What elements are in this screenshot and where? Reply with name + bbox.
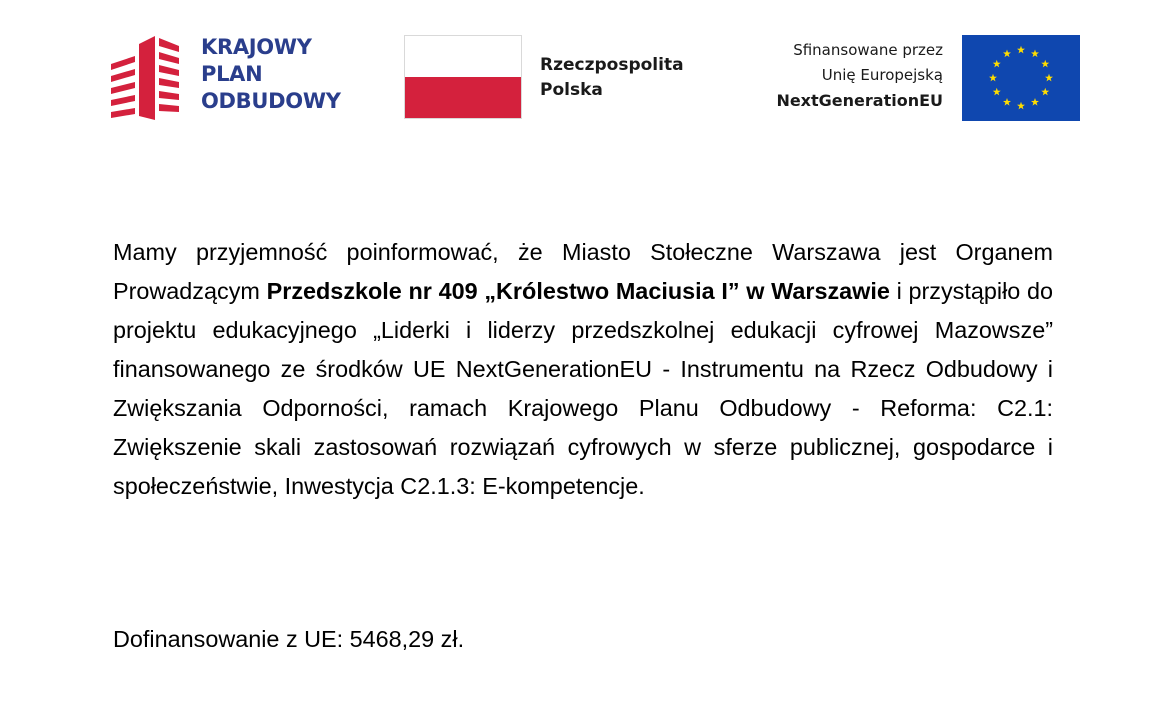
eu-flag-icon	[962, 35, 1080, 121]
announcement-paragraph	[113, 233, 1053, 506]
funding-amount: Dofinansowanie z UE: 5468,29 zł.	[113, 626, 465, 652]
announcement-body: i przystąpiło do projektu edukacyjnego „Liderki i liderzy przedszkolnej edukacji cyfrowej Mazowsze” finansowanego ze środków UE NextGenerationEU - Instrumentu na Rzecz Odbudowy i Zwiększania Odporności, ramach Krajowego Planu Odbudowy - Reforma: C2.1: Zwiększenie skali zastosowań rozwiązań cyfrowych w sferze publicznej, gospodarce i społeczeństwie, Inwestycja C2.1.3: E-kompetencje.	[113, 278, 1054, 499]
rp-logo	[404, 35, 704, 121]
kpo-line-1: KRAJOWY	[201, 35, 312, 59]
announcement-intro: Mamy przyjemność poinformować, że Miasto Stołeczne Warszawa jest Organem Prowadzącym	[113, 239, 1053, 304]
institution-name: Przedszkole nr 409 „Królestwo Maciusia I” w Warszawie	[266, 278, 890, 304]
eu-line-3: NextGenerationEU	[776, 91, 943, 110]
eu-line-1: Sfinansowane przez	[793, 41, 943, 59]
kpo-logo-text	[201, 34, 341, 115]
kpo-line-3: ODBUDOWY	[201, 89, 341, 113]
eu-logo	[740, 35, 1080, 121]
rp-line-1: Rzeczpospolita	[540, 55, 684, 75]
eu-logo-text	[776, 38, 943, 113]
kpo-line-2: PLAN	[201, 62, 263, 86]
kpo-mark-icon	[111, 34, 191, 122]
eu-line-2: Unię Europejską	[821, 66, 943, 84]
rp-logo-text	[540, 53, 684, 103]
kpo-logo	[111, 34, 361, 122]
rp-line-2: Polska	[540, 80, 603, 100]
polish-flag-icon	[404, 35, 522, 119]
